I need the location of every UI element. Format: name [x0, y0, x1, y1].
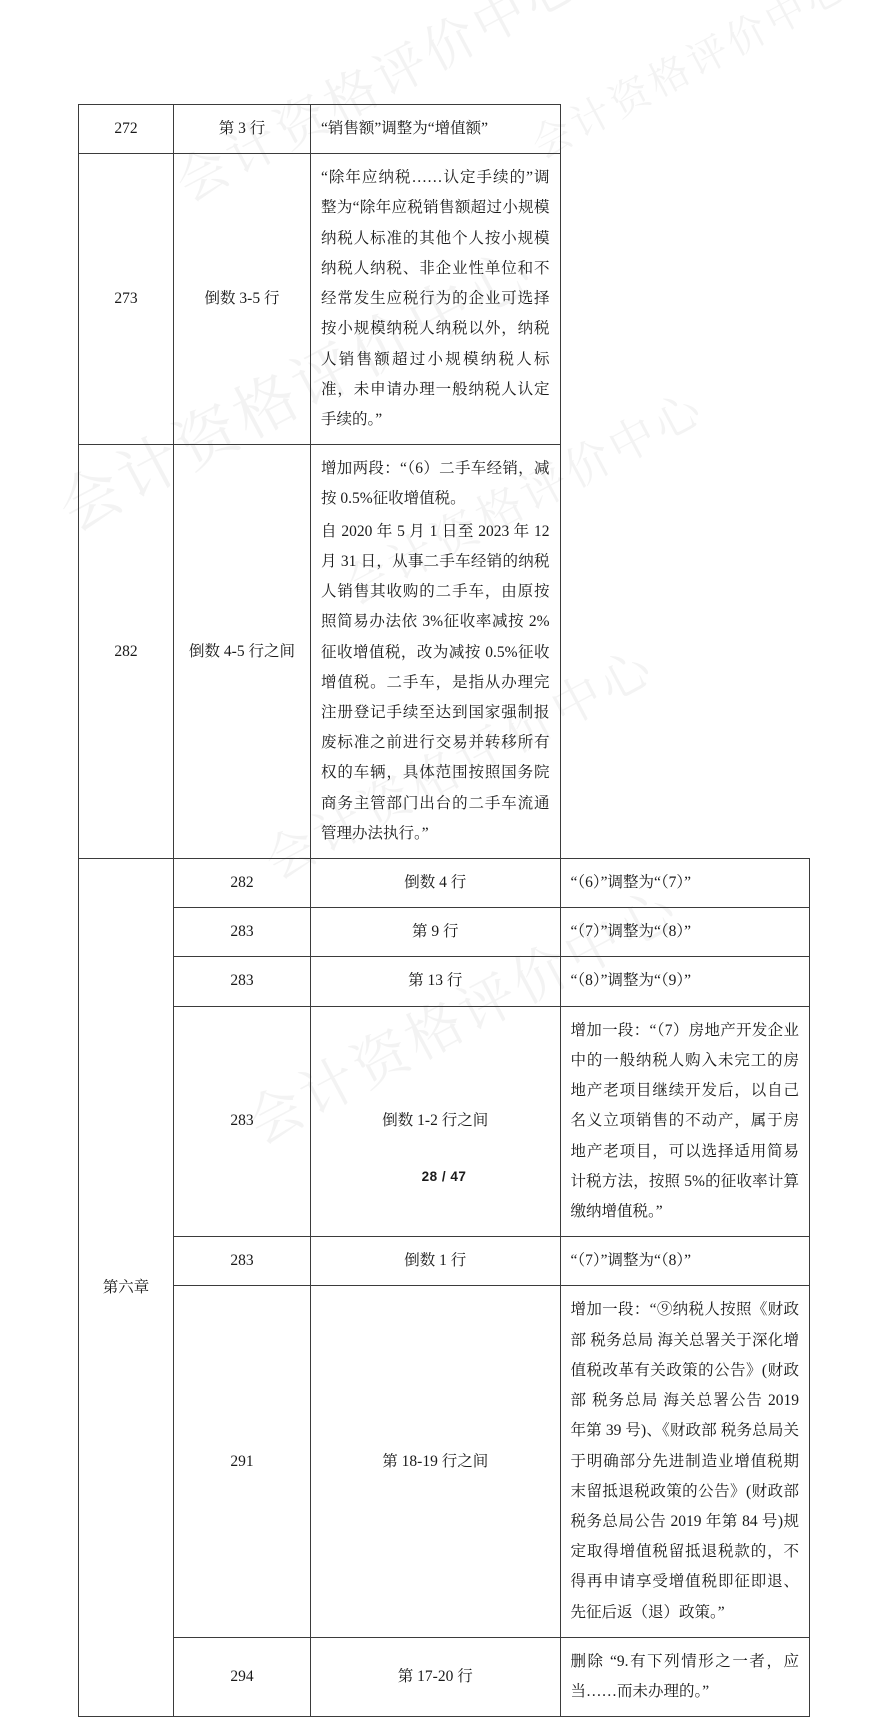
table-row: [79, 105, 810, 154]
table-row: [79, 1286, 810, 1637]
table-row: [79, 1237, 810, 1286]
content-paragraph: “（7）”调整为“（8）”: [570, 923, 692, 941]
content-paragraph: “（7）”调整为“（8）”: [570, 1252, 692, 1270]
content-paragraph: 删除 “9.有下列情形之一者，应当……而未办理的。”: [570, 1652, 799, 1701]
revision-table: [78, 104, 810, 1717]
content-paragraph: “销售额”调整为“增值额”: [321, 120, 489, 137]
content-cell: [311, 154, 561, 445]
table-row: [79, 957, 810, 1006]
content-paragraph: 增加两段：“（6）二手车经销，减按 0.5%征收增值税。: [321, 460, 550, 508]
chapter-cell: 第六章: [79, 859, 174, 1717]
line-location-cell: 第 17-20 行: [311, 1637, 561, 1716]
content-cell: [560, 957, 810, 1006]
content-paragraph: “（6）”调整为“（7）”: [570, 874, 692, 892]
line-location-cell: 倒数 1 行: [311, 1237, 561, 1286]
content-cell: [311, 445, 561, 859]
page-number-cell: 283: [174, 957, 311, 1006]
line-location-cell: 倒数 4-5 行之间: [174, 445, 311, 859]
table-row: [79, 859, 810, 908]
content-cell: [311, 105, 561, 154]
page-number-cell: 283: [174, 1006, 311, 1237]
table-row: [79, 908, 810, 957]
content-cell: [560, 1006, 810, 1237]
content-paragraph: 增加一段：“⑨纳税人按照《财政部 税务总局 海关总署关于深化增值税改革有关政策的公告》(财政部 税务总局 海关总署公告 2019 年第 39 号)、《财政部 税务总局关于明确部分先进制造业增值税期末留抵退税政策的公告》(财政部 税务总局公告 2019 年第 84 号)规定取得增值税留抵退税款的，不得再申请享受增值税即征即退、先征后返（退）政策。”: [570, 1301, 799, 1621]
content-cell: [560, 859, 810, 908]
line-location-cell: 第 18-19 行之间: [311, 1286, 561, 1637]
content-cell: [560, 1237, 810, 1286]
page-number-cell: 283: [174, 908, 311, 957]
content-paragraph: 增加一段：“（7）房地产开发企业中的一般纳税人购入未完工的房地产老项目继续开发后，以自己名义立项销售的不动产，属于房地产老项目，可以选择适用简易计税方法，按照 5%的征收率计算缴纳增值税。”: [570, 1021, 799, 1220]
table-row: [79, 445, 810, 859]
page-number-cell: 282: [79, 445, 174, 859]
page-number-cell: 272: [79, 105, 174, 154]
page-number-cell: 291: [174, 1286, 311, 1637]
content-cell: [560, 1286, 810, 1637]
page-footer: 28 / 47: [421, 1169, 467, 1184]
content-paragraph: “除年应纳税……认定手续的”调整为“除年应税销售额超过小规模纳税人标准的其他个人按小规模纳税人纳税、非企业性单位和不经常发生应税行为的企业可选择按小规模纳税人纳税以外，纳税人销售额超过小规模纳税人标准，未申请办理一般纳税人认定手续的。”: [321, 169, 550, 428]
line-location-cell: 倒数 1-2 行之间: [311, 1006, 561, 1237]
table-row: [79, 1006, 810, 1237]
content-paragraph: 自 2020 年 5 月 1 日至 2023 年 12 月 31 日，从事二手车经销的纳税人销售其收购的二手车，由原按照简易办法依 3%征收率减按 2%征收增值税，改为减按 0.5%征收增值税。二手车，是指从办理完注册登记手续至达到国家强制报废标准之前进行交易并转移所有权的车辆，具体范围按照国务院商务主管部门出台的二手车流通管理办法执行。”: [321, 522, 550, 842]
line-location-cell: 倒数 3-5 行: [174, 154, 311, 445]
line-location-cell: 第 9 行: [311, 908, 561, 957]
content-paragraph: “（8）”调整为“（9）”: [570, 972, 692, 990]
content-cell: [560, 908, 810, 957]
line-location-cell: 第 13 行: [311, 957, 561, 1006]
table-row: [79, 154, 810, 445]
content-cell: [560, 1637, 810, 1716]
page-number-cell: 294: [174, 1637, 311, 1716]
page-number-cell: 273: [79, 154, 174, 445]
line-location-cell: 倒数 4 行: [311, 859, 561, 908]
table-row: [79, 1637, 810, 1716]
line-location-cell: 第 3 行: [174, 105, 311, 154]
page-number-cell: 282: [174, 859, 311, 908]
page-number-cell: 283: [174, 1237, 311, 1286]
